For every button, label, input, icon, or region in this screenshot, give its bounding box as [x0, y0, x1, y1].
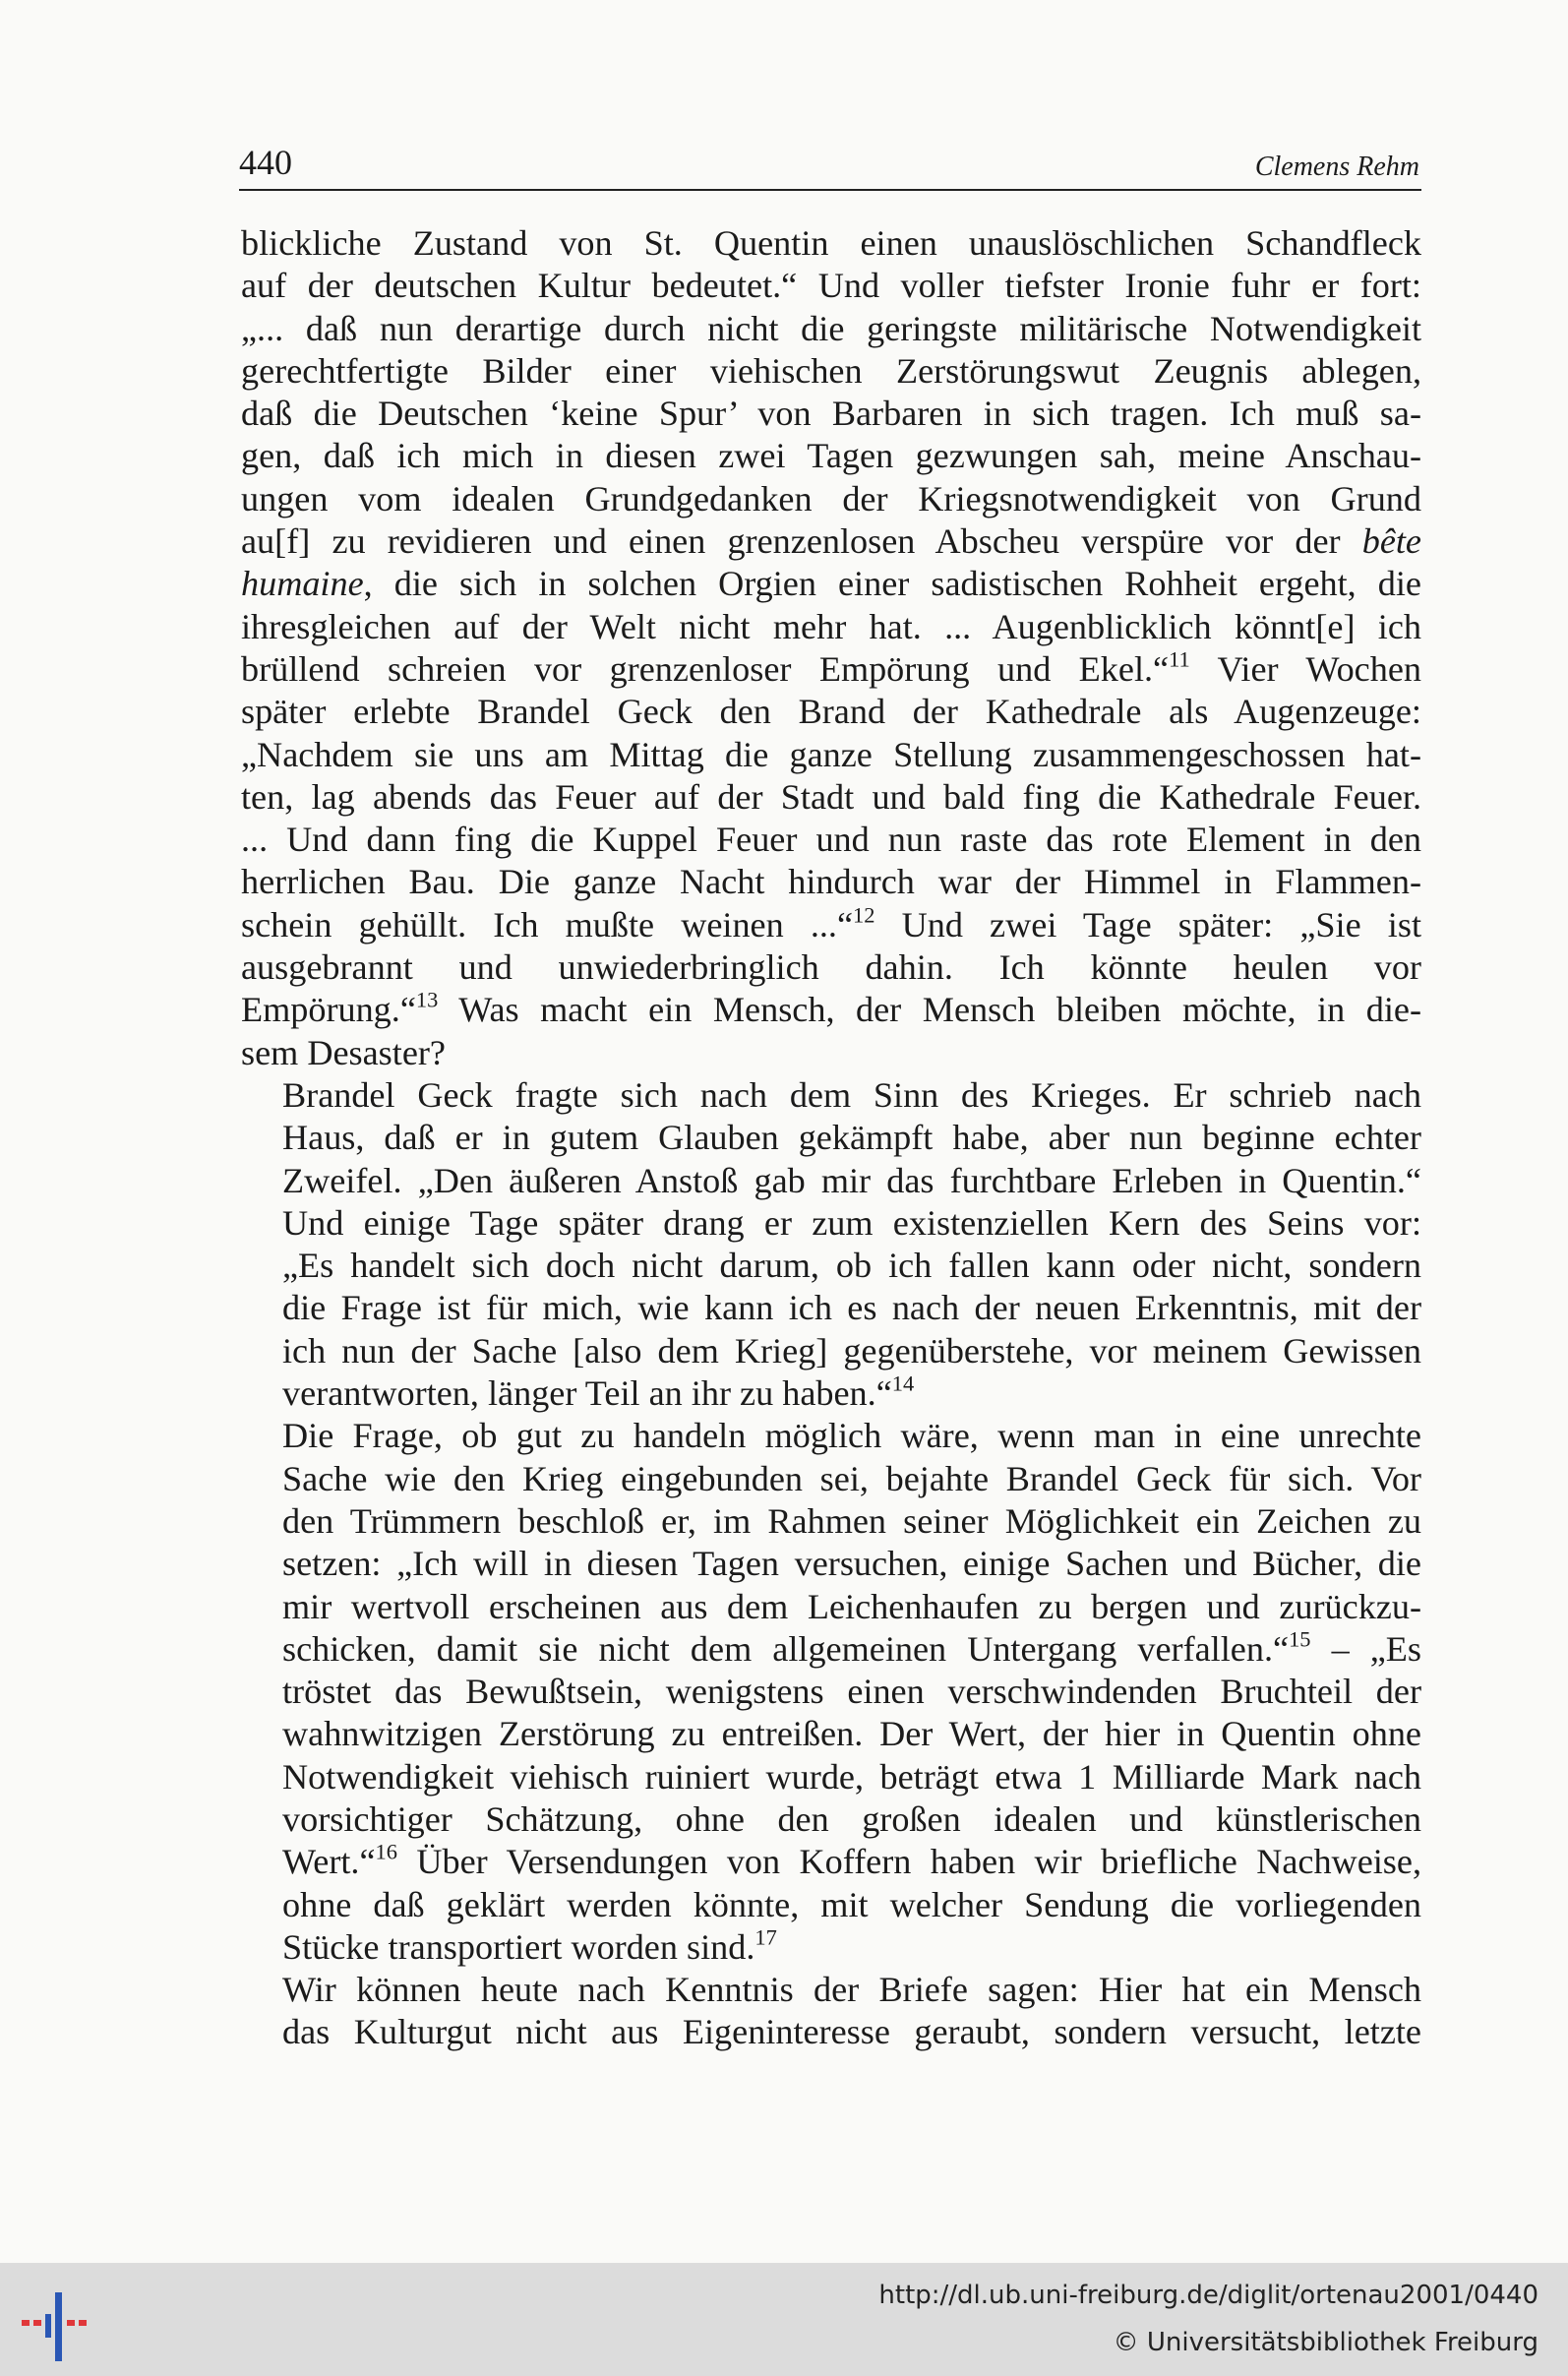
text-line: Zweifel. „Den äußeren Anstoß gab mir das furchtbare Erleben in Quentin.“	[282, 1160, 1421, 1200]
ub-freiburg-logo-icon	[14, 2281, 102, 2369]
text-line: Sache wie den Krieg eingebunden sei, bejahte Brandel Geck für sich. Vor	[282, 1458, 1421, 1498]
page-number: 440	[239, 143, 292, 182]
italic-term: humaine	[241, 564, 364, 604]
footer-bar	[0, 2263, 1568, 2376]
footnote-ref: 17	[754, 1924, 777, 1950]
footnote-ref: 11	[1169, 646, 1190, 672]
text-line: au[f] zu revidieren und einen grenzenlosen Abscheu verspüre vor der bête	[241, 521, 1421, 562]
text-line: Wert.“$^{16}$ Über Versendungen von Koffern haben wir briefliche Nachweise,	[282, 1839, 1421, 1882]
page-header	[239, 140, 1421, 191]
text-line: ungen vom idealen Grundgedanken der Kriegsnotwendigkeit von Grund	[241, 478, 1421, 518]
text-line: die Frage ist für mich, wie kann ich es nach der neuen Erkenntnis, mit der	[282, 1288, 1421, 1328]
text-line: ohne daß geklärt werden könnte, mit welcher Sendung die vorliegenden	[282, 1884, 1421, 1924]
text-line: Stücke transportiert worden sind.$^{17}$	[282, 1924, 777, 1967]
paragraph-4	[241, 1969, 1421, 2054]
text-line: vorsichtiger Schätzung, ohne den großen idealen und künstlerischen	[282, 1798, 1421, 1839]
copyright-notice: © Universitätsbibliothek Freiburg	[1113, 2328, 1538, 2357]
text-line: schicken, damit sie nicht dem allgemeinen Untergang verfallen.“$^{15}$ – „Es	[282, 1626, 1421, 1669]
text-line: mir wertvoll erscheinen aus dem Leichenhaufen zu bergen und zurückzu-	[282, 1586, 1421, 1626]
footnote-ref: 13	[415, 987, 439, 1012]
text-line: später erlebte Brandel Geck den Brand der Kathedrale als Augenzeuge:	[241, 692, 1421, 732]
text-line: ihresgleichen auf der Welt nicht mehr hat. ... Augenblicklich könnt[e] ich	[241, 606, 1421, 646]
text-line: „Nachdem sie uns am Mittag die ganze Stellung zusammengeschossen hat-	[241, 734, 1421, 774]
text-line: Wir können heute nach Kenntnis der Briefe sagen: Hier hat ein Mensch	[282, 1970, 1421, 2010]
text-line: den Trümmern beschloß er, im Rahmen seiner Möglichkeit ein Zeichen zu	[282, 1500, 1421, 1541]
text-line: herrlichen Bau. Die ganze Nacht hindurch war der Himmel in Flammen-	[241, 862, 1421, 902]
text-line: schein gehüllt. Ich mußte weinen ...“$^{12}$ Und zwei Tage später: „Sie ist	[241, 902, 1421, 944]
footnote-ref: 12	[853, 902, 875, 928]
text-line: auf der deutschen Kultur bedeutet.“ Und voller tiefster Ironie fuhr er fort:	[241, 266, 1421, 306]
text-line: Empörung.“$^{13}$ Was macht ein Mensch, der Mensch bleiben möchte, in die-	[241, 987, 1421, 1030]
running-head: Clemens Rehm	[1254, 152, 1419, 182]
text-line: Die Frage, ob gut zu handeln möglich wäre, wenn man in eine unrechte	[282, 1416, 1421, 1456]
text-line: Notwendigkeit viehisch ruiniert wurde, beträgt etwa 1 Milliarde Mark nach	[282, 1756, 1421, 1797]
text-line: verantworten, länger Teil an ihr zu haben.“$^{14}$	[282, 1371, 915, 1414]
text-line: ausgebrannt und unwiederbringlich dahin. Ich könnte heulen vor	[241, 947, 1421, 988]
text-line: ich nun der Sache [also dem Krieg] gegenüberstehe, vor meinem Gewissen	[282, 1330, 1421, 1371]
body-text	[241, 222, 1421, 2054]
paragraph-2	[241, 1074, 1421, 1415]
text-line: Haus, daß er in gutem Glauben gekämpft habe, aber nun beginne echter	[282, 1118, 1421, 1158]
footnote-ref: 15	[1289, 1626, 1311, 1652]
text-line: gen, daß ich mich in diesen zwei Tagen gezwungen sah, meine Anschau-	[241, 436, 1421, 476]
text-line: wahnwitzigen Zerstörung zu entreißen. Der Wert, der hier in Quentin ohne	[282, 1714, 1421, 1754]
text-line: setzen: „Ich will in diesen Tagen versuchen, einige Sachen und Bücher, die	[282, 1544, 1421, 1584]
text-line: Brandel Geck fragte sich nach dem Sinn des Krieges. Er schrieb nach	[282, 1074, 1421, 1115]
footnote-ref: 16	[375, 1839, 397, 1864]
text-line: brüllend schreien vor grenzenloser Empörung und Ekel.“$^{11}$ Vier Wochen	[241, 646, 1421, 689]
text-line: sem Desaster?	[241, 1032, 446, 1072]
text-line: „... daß nun derartige durch nicht die geringste militärische Notwendigkeit	[241, 308, 1421, 348]
text-line: tröstet das Bewußtsein, wenigstens einen verschwindenden Bruchteil der	[282, 1672, 1421, 1712]
italic-term: bête	[1361, 521, 1421, 562]
text-line: ... Und dann fing die Kuppel Feuer und nun raste das rote Element in den	[241, 820, 1421, 860]
text-line: „Es handelt sich doch nicht darum, ob ich fallen kann oder nicht, sondern	[282, 1246, 1421, 1286]
text-line: ten, lag abends das Feuer auf der Stadt und bald fing die Kathedrale Feuer.	[241, 776, 1421, 817]
text-line: daß die Deutschen ‘keine Spur’ von Barbaren in sich tragen. Ich muß sa-	[241, 394, 1421, 434]
source-url-link[interactable]: http://dl.ub.uni-freiburg.de/diglit/ortenau2001/0440	[878, 2281, 1538, 2310]
text-line: Und einige Tage später drang er zum existenziellen Kern des Seins vor:	[282, 1202, 1421, 1243]
footnote-ref: 14	[891, 1371, 915, 1396]
text-line: humaine, die sich in solchen Orgien einer sadistischen Rohheit ergeht, die	[241, 564, 1421, 604]
paragraph-1	[241, 222, 1421, 1074]
paragraph-3	[241, 1415, 1421, 1969]
text-line: gerechtfertigte Bilder einer viehischen Zerstörungswut Zeugnis ablegen,	[241, 350, 1421, 391]
text-line: das Kulturgut nicht aus Eigeninteresse geraubt, sondern versucht, letzte	[282, 2012, 1421, 2052]
text-line: blickliche Zustand von St. Quentin einen unauslöschlichen Schandfleck	[241, 223, 1421, 263]
